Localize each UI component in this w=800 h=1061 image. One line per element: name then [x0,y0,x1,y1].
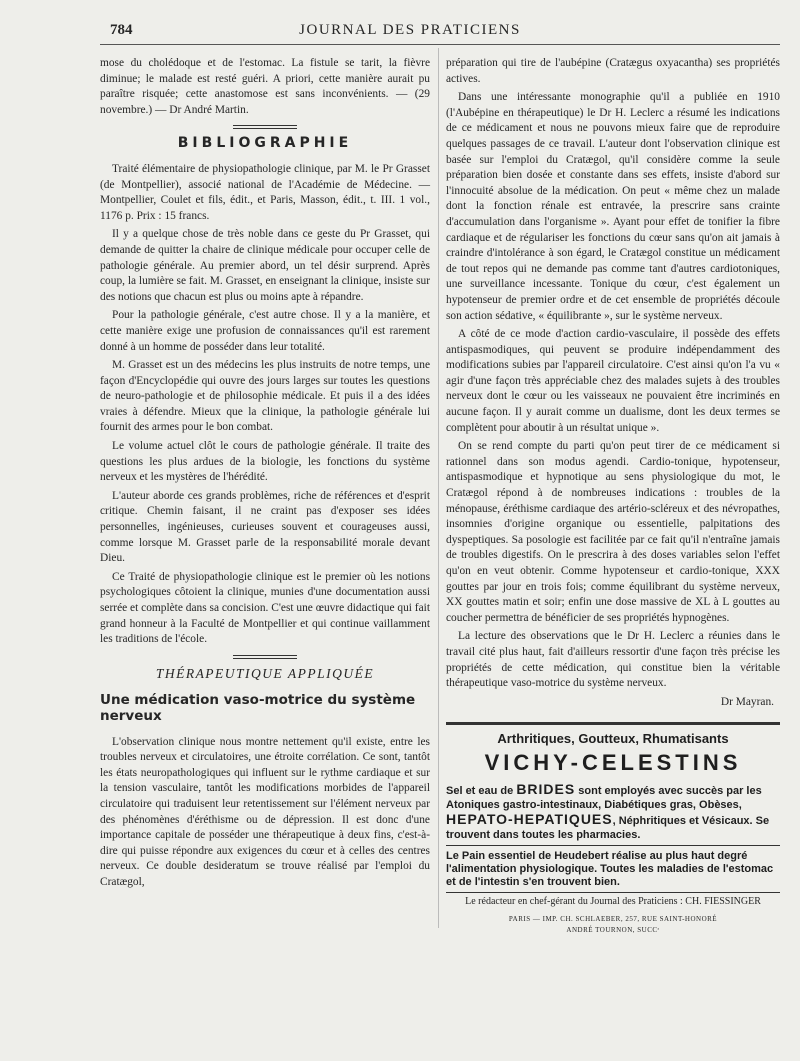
paragraph: Il y a quelque chose de très noble dans ce geste du Pr Grasset, qui demande de quitter la chaire de clinique médicale pour occuper celle de pathologie générale. Au premier abord, un tel désir surprend. Après coup, la lumière se fait. M. Grasset, en enseignant la clinique, insiste sur des notions que chacun est plus ou moins apte à répandre. [100,228,430,303]
page-number: 784 [110,22,133,38]
right-column [446,56,780,710]
ad-text: sont employés avec succès par les Atoniques gastro-intestinaux, Diabétiques gras, Obèses, [446,785,762,811]
ad-rule [446,722,780,725]
paragraph: préparation qui tire de l'aubépine (Cratægus oxyacantha) ses propriétés actives. [446,57,780,85]
ad-text: Sel et eau de [446,785,517,797]
paragraph: Dans une intéressante monographie qu'il a publiée en 1910 (l'Aubépine en thérapeutique) le Dr H. Leclerc a résumé les indications de ce médicament et nous ne pouvons mieux faire que de reproduire quelques passages de ce travail. L'auteur dont l'observation clinique est basée sur l'emploi du Cratægol, qu'il considère comme la seule préparation bien dosée et constante dans ses effets, insiste d'abord sur l'innocuité absolue de la médication. On peut « même chez un malade dont la fonction rénale est entravée, la prescrire sans crainte d'accumulation dans l'organisme ». Ayant pour effet de tonifier la fibre cardiaque et de régulariser les fonctions du cœur sans qu'on ait jamais à craindre d'intolérance à son égard, le Cratægol constitue un médicament de tout repos qui ne demande pas comme tant d'autres cardiotoniques, une surveillance incessante. Tonique du cœur, c'est également un hypotenseur de premier ordre et de cet ensemble de propriétés découle son action sédative, « équilibrante », sur le système nerveux. [446,91,780,322]
ad-hepato: HEPATO-HEPATIQUES [446,811,613,827]
ad-rule [446,845,780,846]
separator [233,125,297,129]
intro-paragraph: mose du cholédoque et de l'estomac. La fistule se tarit, la fièvre diminue; le malade est resté guéri. A priori, cette manière aurait pu paraître risquée; cette anastomose est sans inconvénients. — (29 novembre.) — Dr André Martin. [100,57,430,116]
paragraph: A côté de ce mode d'action cardio-vasculaire, il possède des effets antispasmodiques, qui peuvent se produire indépendamment des modifications subies par l'appareil circulatoire. C'est ainsi qu'on l'a vu « agir d'une façon très appréciable chez des malades sujets à des troubles nerveux dont le cœur ou les vaisseaux ne pouvaient être incriminés en aucune façon. Il y aurait comme un dualisme, dont les deux termes se complètent pour aboutir à un résultat unique ». [446,328,780,434]
ad-brides-block [446,782,780,842]
paragraph: L'observation clinique nous montre nettement qu'il existe, entre les troubles nerveux et circulatoires, une étroite corrélation. Ce sont, tantôt les états neuropathologiques qui influent sur le rythme cardiaque et sur la tension vasculaire, tantôt les modifications morbides de l'appareil circulatoire qui traduisent leur retentissement sur l'élément nerveux par des phénomènes d'éréthisme ou de dépression. Il est donc d'une importance capitale de posséder une thérapeutique à deux fins, c'est-à-dire qui puisse répondre aux exigences du cœur et à celles des centres nerveux. Ce double desideratum se trouve réalisé par l'emploi du Cratægol, [100,735,430,888]
article-title: Une médication vaso-motrice du système nerveux [100,692,416,724]
page-header [60,22,760,44]
successor-line: ANDRÉ TOURNON, SUCCʳ [566,926,660,934]
ad-headline: Arthritiques, Goutteux, Rhumatisants [497,731,729,746]
signature: Dr Mayran. [720,695,774,708]
paragraph: Pour la pathologie générale, c'est autre chose. Il y a la manière, et cette manière exige une profusion de connaissances qu'il est rarement donné à un homme de posséder dans leur totalité. [100,309,430,353]
editor-line: Le rédacteur en chef-gérant du Journal des Praticiens : CH. FIESSINGER [465,896,761,907]
paragraph: L'auteur aborde ces grands problèmes, riche de références et d'esprit critique. Chemin faisant, il ne craint pas d'exposer ses idées personnelles, ingénieuses, curieuses souvent et courageuses aussi, comme lorsque M. Grasset parle de la responsabilité morale devant Dieu. [100,489,430,565]
ad-brides: BRIDES [516,781,576,797]
printer-line: PARIS — IMP. CH. SCHLAEBER, 257, RUE SAINT-HONORÉ [508,915,718,923]
ad-text: , Néphritiques et Vésicaux. Se trouvent dans toutes les pharmacies. [446,815,770,841]
paragraph: M. Grasset est un des médecins les plus instruits de notre temps, une façon d'Encyclopédie qui ouvre des jours larges sur toutes les questions de neuro-pathologie et de philosophie médicale. Et puis il a des idées vraies à défendre. Mieux que la clinique, la pathologie générale lui fournit des armes pour le bon combat. [100,359,430,434]
journal-title: JOURNAL DES PRATICIENS [299,22,521,38]
header-rule [100,44,780,45]
column-divider [438,48,439,928]
separator [233,655,297,659]
paragraph: La lecture des observations que le Dr H. Leclerc a réunies dans le travail cité plus haut, fait d'ailleurs ressortir d'une façon très précise les propriétés de cette médication, qui constitue bien la véritable thérapeutique vaso-motrice du système nerveux. [446,630,780,690]
section-title-bibliographie: BIBLIOGRAPHIE [177,135,353,152]
paragraph: On se rend compte du parti qu'on peut tirer de ce médicament si rationnel dans son modus agendi. Cardio-tonique, hypotenseur, antispasmodique et hypnotique au sens physiologique du mot, le Cratægol répond à de nombreuses indications : troubles de la ménopause, éréthisme cardiaque des artério-scléreux et des névropathes, insomnies d'origine organique ou essentielle, palpitations des dyspeptiques. Sa posologie est facilitée par ce fait qu'il n'entraîne jamais de troubles digestifs. On le prescrira à des doses variables selon l'effet qu'on en veut obtenir. Comme hypotenseur et cardio-tonique, XXX gouttes par jour en trois fois; comme équilibrant du système nerveux, XX gouttes matin et soir; enfin une dose massive de XL à L gouttes au coucher permettra de bénéficier de ses propriétés hypnogènes. [446,440,780,624]
book-reference: Traité élémentaire de physiopathologie clinique, par M. le Pr Grasset (de Montpellier), associé national de l'Académie de Médecine. — Montpellier, Coulet et fils, édit., et Paris, Masson, édit., t. III. 1 vol., 1176 p. Prix : 15 francs. [100,162,430,222]
ad-heudebert: Le Pain essentiel de Heudebert réalise au plus haut degré l'alimentation physiologique. Toutes les maladies de l'estomac et de l'intestin s'en trouvent bien. [446,850,774,888]
ad-brand: VICHY-CELESTINS [484,750,742,775]
paragraph: Le volume actuel clôt le cours de pathologie générale. Il traite des questions les plus ardues de la biologie, les fonctions du système nerveux et les mystères de l'hérédité. [100,440,430,484]
footer-rule [446,892,780,893]
paragraph: Ce Traité de physiopathologie clinique est le premier où les notions psychologiques côtoient la clinique, munies d'une documentation aussi serrée et complète dans sa concision. C'est une œuvre didactique qui fait grand honneur à la Faculté de Montpellier et qui continue vaillamment les traditions de l'école. [100,570,430,646]
left-column [100,56,430,894]
section-title-therapeutique: THÉRAPEUTIQUE APPLIQUÉE [155,665,375,681]
